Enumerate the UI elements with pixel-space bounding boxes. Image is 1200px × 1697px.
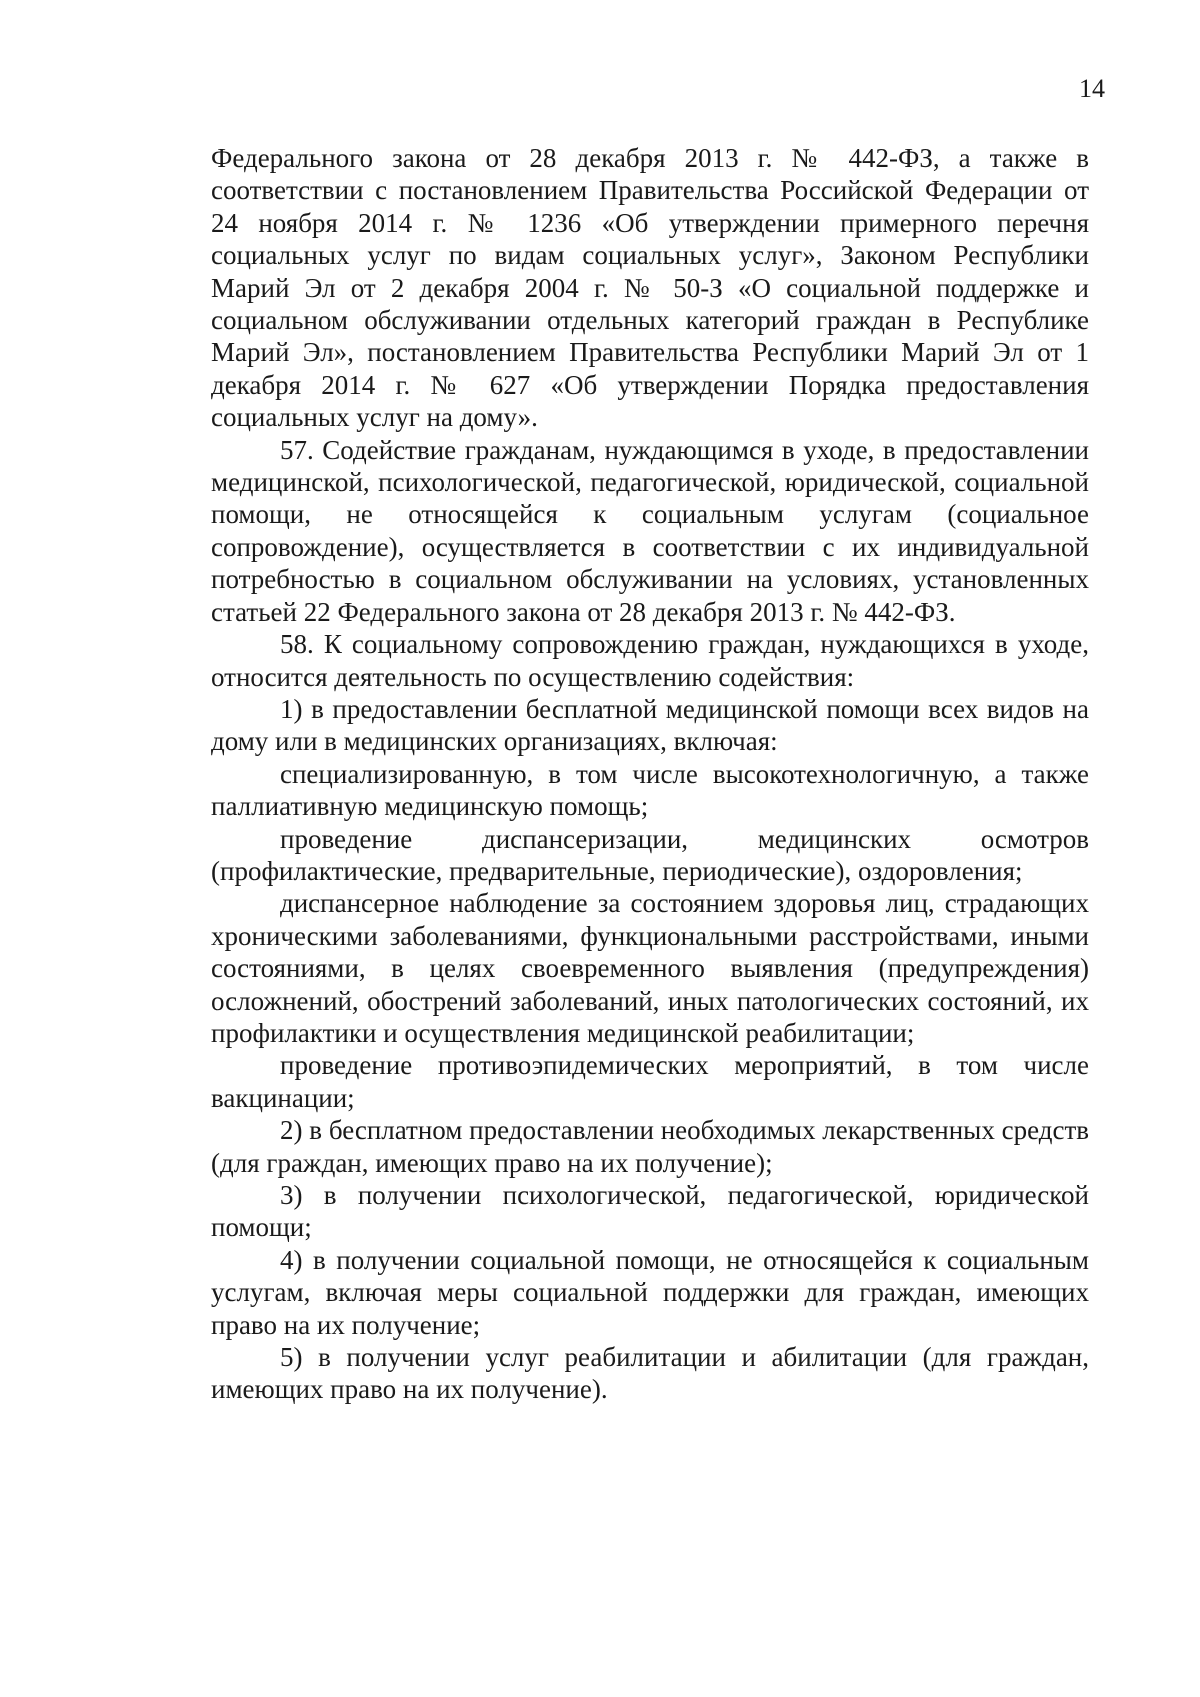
paragraph-58: 58. К социальному сопровождению граждан, нуждающихся в уходе, относится деятельность по осуществлению содействия: bbox=[211, 629, 1089, 692]
subitem-anti-epidemic: проведение противоэпидемических мероприятий, в том числе вакцинации; bbox=[211, 1050, 1089, 1113]
document-body bbox=[211, 142, 1089, 1406]
paragraph-intro-continuation: Федерального закона от 28 декабря 2013 г. № 442-ФЗ, а также в соответствии с постановлением Правительства Российской Федерации от 24 ноября 2014 г. № 1236 «Об утверждении примерного перечня социальных услуг по видам социальных услуг», Законом Республики Марий Эл от 2 декабря 2004 г. № 50-З «О социальной поддержке и социальном обслуживании отдельных категорий граждан в Республике Марий Эл», постановлением Правительства Республики Марий Эл от 1 декабря 2014 г. № 627 «Об утверждении Порядка предоставления социальных услуг на дому». bbox=[211, 143, 1089, 433]
list-item-3: 3) в получении психологической, педагогической, юридической помощи; bbox=[211, 1180, 1089, 1243]
list-item-5: 5) в получении услуг реабилитации и абилитации (для граждан, имеющих право на их получение). bbox=[211, 1342, 1089, 1405]
subitem-specialized-care: специализированную, в том числе высокотехнологичную, а также паллиативную медицинскую помощь; bbox=[211, 758, 1089, 822]
paragraph-57: 57. Содействие гражданам, нуждающимся в уходе, в предоставлении медицинской, психологической, педагогической, юридической, социальной помощи, не относящейся к социальным услугам (социальное сопровождение), осуществляется в соответствии с их индивидуальной потребностью в социальном обслуживании на условиях, установленных статьей 22 Федерального закона от 28 декабря 2013 г. № 442-ФЗ. bbox=[211, 434, 1089, 627]
page-number: 14 bbox=[1079, 74, 1105, 103]
subitem-dispensarization: проведение диспансеризации, медицинских осмотров (профилактические, предварительные, периодические), оздоровления; bbox=[211, 823, 1089, 886]
list-item-2: 2) в бесплатном предоставлении необходимых лекарственных средств (для граждан, имеющих право на их получение); bbox=[211, 1115, 1089, 1178]
subitem-dispensary-observation: диспансерное наблюдение за состоянием здоровья лиц, страдающих хроническими заболеваниями, функциональными расстройствами, иными состояниями, в целях своевременного выявления (предупреждения) осложнений, обострений заболеваний, иных патологических состояний, их профилактики и осуществления медицинской реабилитации; bbox=[211, 888, 1089, 1048]
list-item-1: 1) в предоставлении бесплатной медицинской помощи всех видов на дому или в медицинских организациях, включая: bbox=[211, 693, 1089, 757]
list-item-4: 4) в получении социальной помощи, не относящейся к социальным услугам, включая меры социальной поддержки для граждан, имеющих право на их получение; bbox=[211, 1244, 1089, 1340]
